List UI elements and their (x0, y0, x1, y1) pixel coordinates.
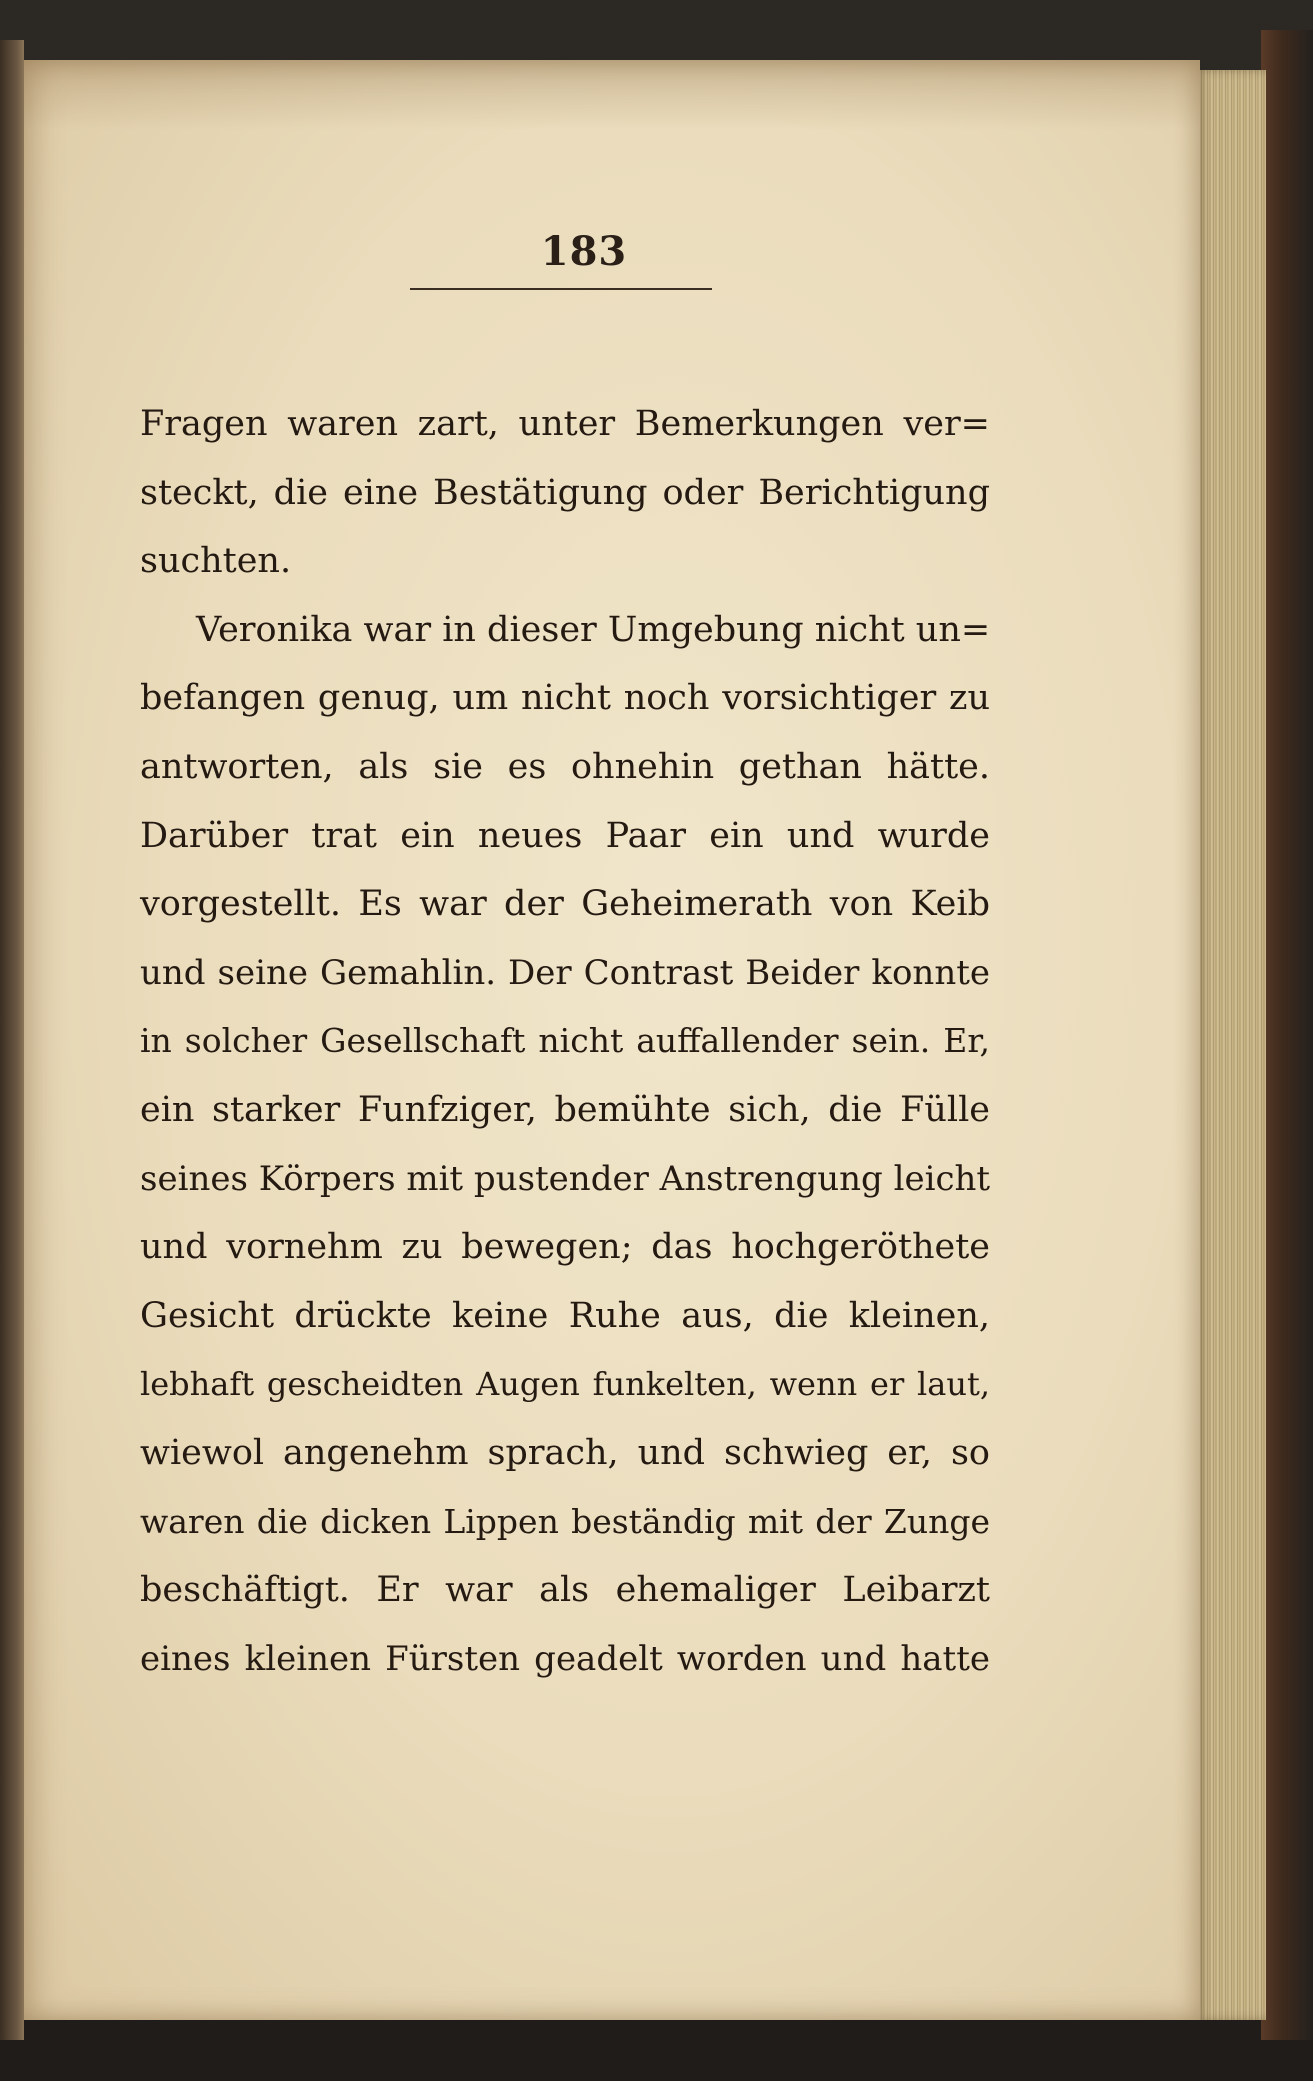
text-line: suchten. (140, 541, 292, 582)
text-line: seines Körpers mit pustender Anstrengung leicht (140, 1158, 991, 1199)
text-line: befangen genug, um nicht noch vorsichtiger zu (140, 678, 990, 719)
text-line: ein starker Funfziger, bemühte sich, die Fülle (140, 1089, 990, 1130)
text-line: in solcher Gesellschaft nicht auffallender sein. Er, (140, 1021, 990, 1061)
text-line: lebhaft gescheidten Augen funkelten, wenn er laut, (140, 1365, 990, 1404)
text-line: eines kleinen Fürsten geadelt worden und hatte (140, 1638, 990, 1679)
book-page (24, 60, 1200, 2020)
text-line: waren die dicken Lippen beständig mit der Zunge (140, 1501, 990, 1541)
body-text (140, 390, 990, 1693)
text-line: Darüber trat ein neues Paar ein und wurde (140, 815, 990, 856)
text-line: und seine Gemahlin. Der Contrast Beider konnte (140, 952, 990, 993)
header-rule (410, 288, 712, 290)
page-block-edges (1196, 70, 1266, 2020)
text-line: wiewol angenehm sprach, und schwieg er, so (140, 1432, 990, 1473)
text-line: beschäftigt. Er war als ehemaliger Leibarzt (140, 1570, 990, 1611)
text-line: steckt, die eine Bestätigung oder Berichtigung (140, 472, 990, 513)
text-line: Fragen waren zart, unter Bemerkungen ver= (140, 404, 990, 444)
text-line: und vornehm zu bewegen; das hochgeröthete (140, 1227, 990, 1268)
left-cover-edge (0, 40, 24, 2040)
text-line: antworten, als sie es ohnehin gethan hätte. (140, 746, 990, 787)
text-line: Gesicht drückte keine Ruhe aus, die kleinen, (140, 1295, 990, 1336)
right-cover-edge (1261, 30, 1313, 2040)
text-line: Veronika war in dieser Umgebung nicht un= (196, 609, 991, 650)
page-number: 183 (540, 228, 628, 275)
text-line: vorgestellt. Es war der Geheimerath von Keib (140, 884, 990, 925)
